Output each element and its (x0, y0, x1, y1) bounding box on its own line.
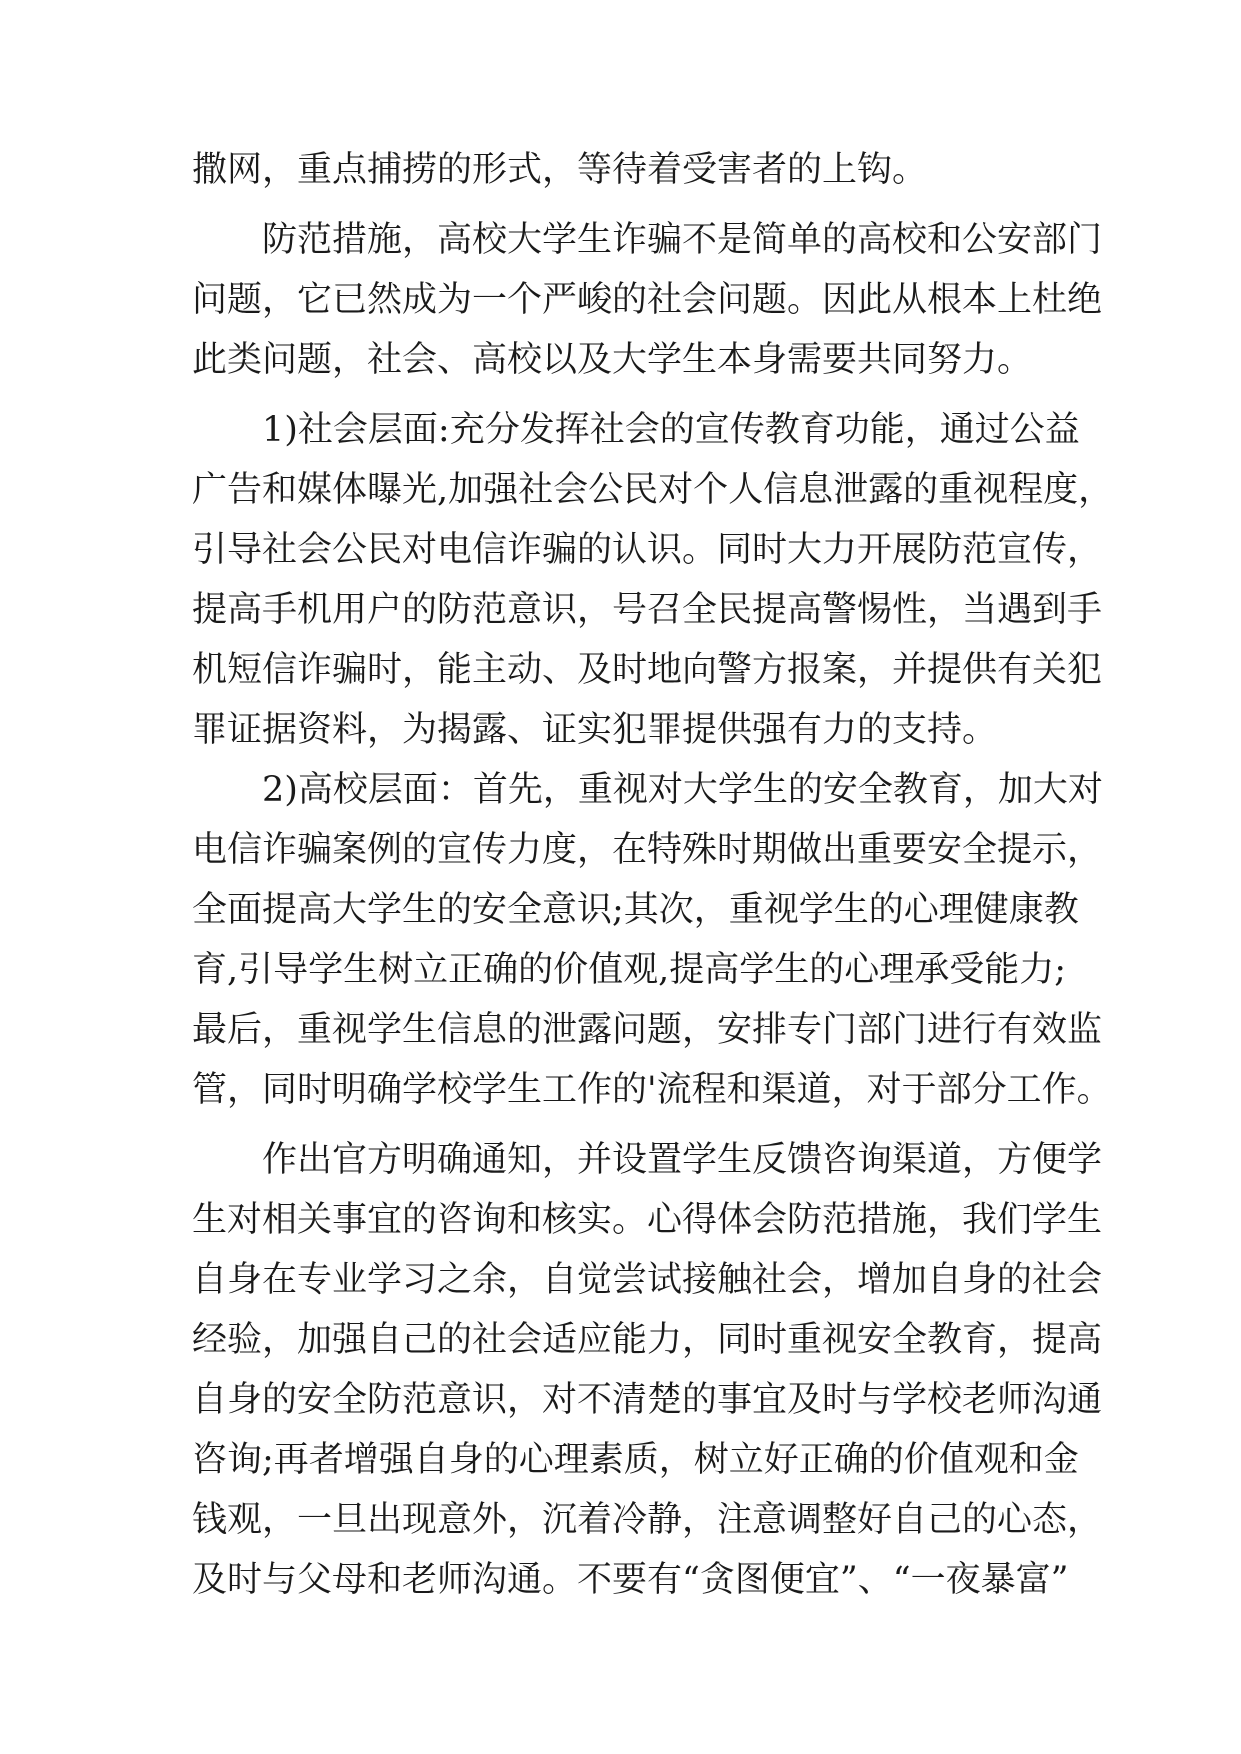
text-line: 钱观，一旦出现意外，沉着冷静，注意调整好自己的心态， (192, 1500, 1103, 1540)
text-line: 广告和媒体曝光,加强社会公民对个人信息泄露的重视程度， (192, 470, 1114, 510)
text-line: 撒网，重点捕捞的形式，等待着受害者的上钩。 (192, 150, 928, 190)
text-line: 全面提高大学生的安全意识;其次，重视学生的心理健康教 (192, 890, 1079, 930)
text-line: 电信诈骗案例的宣传力度，在特殊时期做出重要安全提示， (192, 830, 1103, 870)
paragraph-first-line: 2)高校层面：首先，重视对大学生的安全教育，加大对 (262, 770, 1103, 810)
text-line: 咨询;再者增强自身的心理素质，树立好正确的价值观和金 (192, 1440, 1079, 1480)
paragraph-first-line: 防范措施，高校大学生诈骗不是简单的高校和公安部门 (262, 220, 1103, 260)
paragraph-first-line: 1)社会层面:充分发挥社会的宣传教育功能，通过公益 (262, 410, 1080, 450)
text-line: 自身的安全防范意识，对不清楚的事宜及时与学校老师沟通 (192, 1380, 1103, 1420)
text-line: 最后，重视学生信息的泄露问题，安排专门部门进行有效监 (192, 1010, 1103, 1050)
text-line: 罪证据资料，为揭露、证实犯罪提供强有力的支持。 (192, 710, 998, 750)
text-line: 问题，它已然成为一个严峻的社会问题。因此从根本上杜绝 (192, 280, 1103, 320)
text-line: 提高手机用户的防范意识，号召全民提高警惕性，当遇到手 (192, 590, 1103, 630)
text-line: 引导社会公民对电信诈骗的认识。同时大力开展防范宣传， (192, 530, 1103, 570)
text-line: 机短信诈骗时，能主动、及时地向警方报案，并提供有关犯 (192, 650, 1103, 690)
text-line: 此类问题，社会、高校以及大学生本身需要共同努力。 (192, 340, 1033, 380)
paragraph-first-line: 作出官方明确通知，并设置学生反馈咨询渠道，方便学 (262, 1140, 1103, 1180)
text-line: 经验，加强自己的社会适应能力，同时重视安全教育，提高 (192, 1320, 1103, 1360)
text-line: 自身在专业学习之余，自觉尝试接触社会，增加自身的社会 (192, 1260, 1103, 1300)
text-line: 生对相关事宜的咨询和核实。心得体会防范措施，我们学生 (192, 1200, 1103, 1240)
text-line: 管，同时明确学校学生工作的'流程和渠道，对于部分工作。 (192, 1070, 1112, 1110)
text-line: 育,引导学生树立正确的价值观,提高学生的心理承受能力; (192, 950, 1067, 990)
text-line: 及时与父母和老师沟通。不要有“贪图便宜”、“一夜暴富” (192, 1560, 1069, 1600)
